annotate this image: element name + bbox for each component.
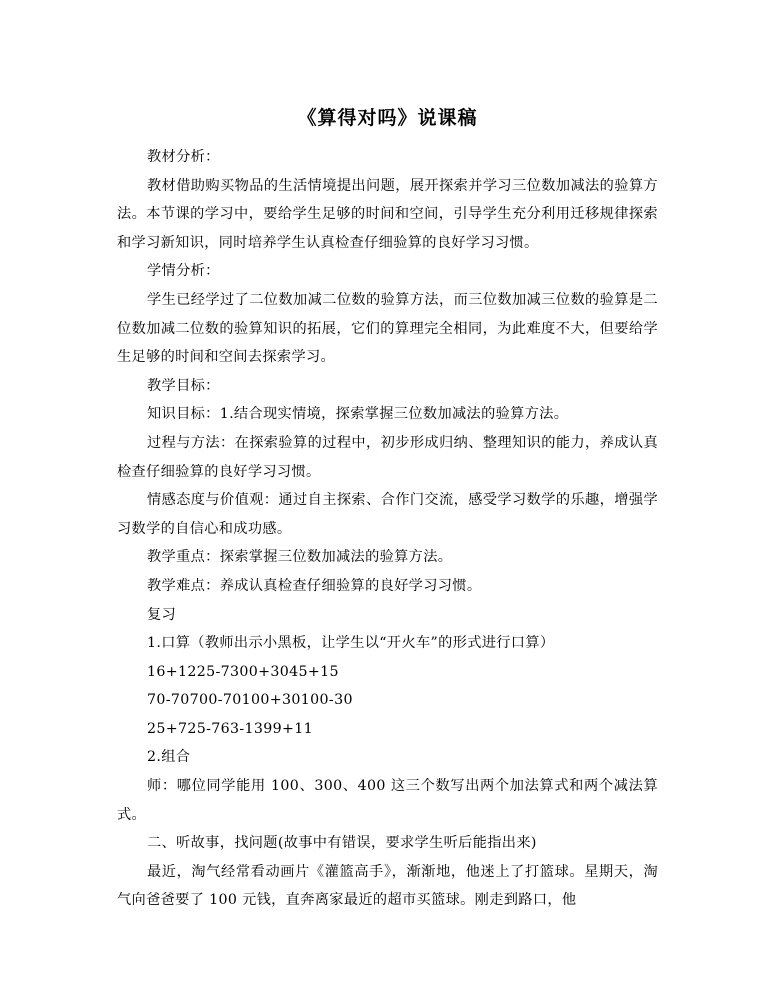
paragraph-textbook-analysis: 教材借助购买物品的生活情境提出问题，展开探索并学习三位数加减法的验算方法。本节课的学习中，要给学生足够的时间和空间，引导学生充分利用迁移规律探索和学习新知识，同时培养学生认真检查仔细验算的良好学习习惯。 (117, 177, 658, 251)
heading-combination: 2.组合 (147, 749, 191, 766)
document-title: 《算得对吗》说课稿 (297, 107, 478, 129)
heading-student-analysis: 学情分析： (147, 263, 220, 280)
paragraph-oral-calc: 1.口算（教师出示小黑板，让学生以“开火车”的形式进行口算） (147, 635, 555, 652)
paragraph-story: 最近，淘气经常看动画片《灌篮高手》，渐渐地，他迷上了打篮球。星期天，淘气向爸爸要了 100 元钱，直奔离家最近的超市买篮球。刚走到路口，他 (117, 863, 658, 909)
heading-story: 二、听故事，找问题(故事中有错误，要求学生听后能指出来) (147, 835, 537, 852)
heading-textbook-analysis: 教材分析： (147, 149, 220, 165)
paragraph-student-analysis: 学生已经学过了二位数加减二位数的验算方法，而三位数加减三位数的验算是二位数加减二位数的验算知识的拓展，它们的算理完全相同，为此难度不大，但要给学生足够的时间和空间去探索学习。 (117, 291, 658, 366)
math-line-3: 25+725-763-1399+11 (147, 720, 314, 737)
paragraph-knowledge-goal: 知识目标：1.结合现实情境，探索掌握三位数加减法的验算方法。 (147, 406, 569, 423)
math-line-1: 16+1225-7300+3045+15 (147, 663, 339, 680)
paragraph-attitude-values: 情感态度与价值观：通过自主探索、合作门交流，感受学习数学的乐趣，增强学习数学的自信心和成功感。 (117, 492, 658, 537)
heading-review: 复习 (147, 606, 177, 623)
paragraph-difficulty: 教学难点：养成认真检查仔细验算的良好学习习惯。 (147, 577, 482, 594)
heading-teaching-goals: 教学目标： (147, 377, 220, 394)
paragraph-key-point: 教学重点：探索掌握三位数加减法的验算方法。 (147, 549, 453, 566)
math-line-2: 70-70700-70100+30100-30 (147, 692, 353, 709)
paragraph-process-method: 过程与方法：在探索验算的过程中，初步形成归纳、整理知识的能力，养成认真检查仔细验算的良好学习习惯。 (117, 434, 658, 480)
paragraph-teacher-question: 师：哪位同学能用 100、300、400 这三个数写出两个加法算式和两个减法算式。 (117, 778, 658, 823)
